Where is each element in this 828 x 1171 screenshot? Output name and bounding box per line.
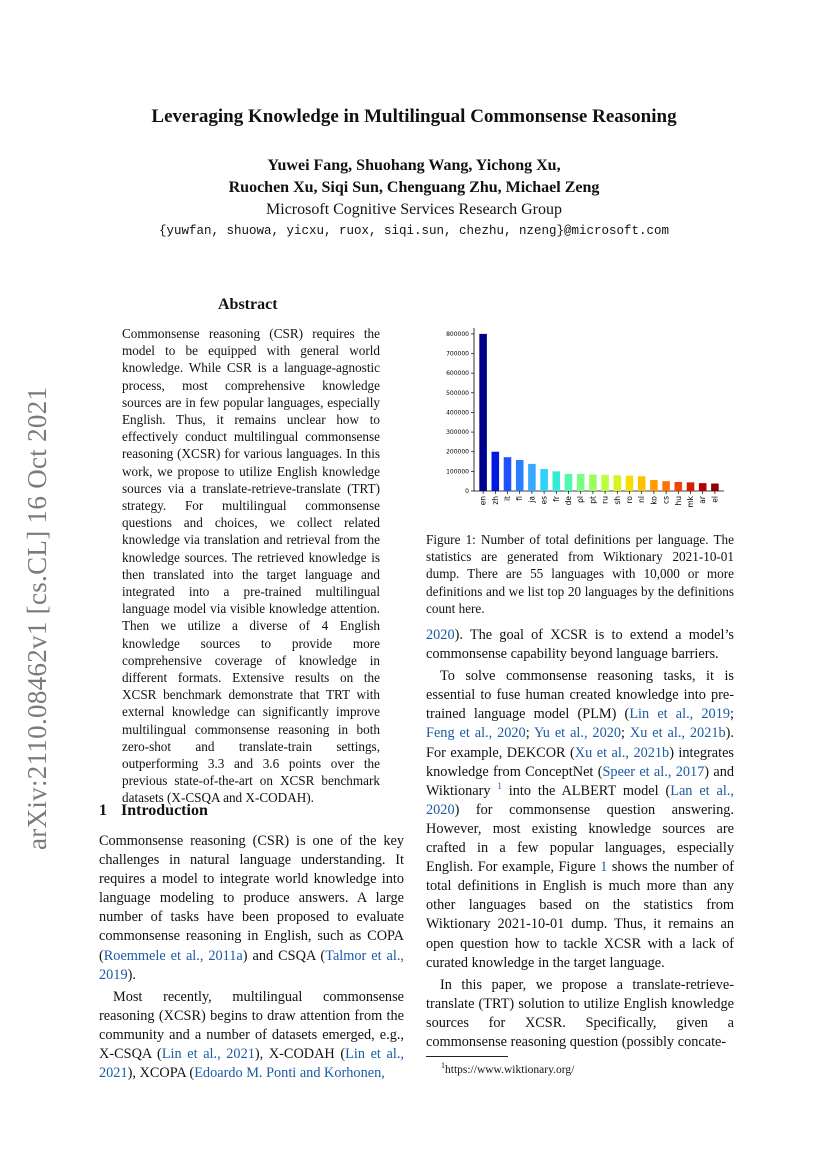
text-run: ; [730, 706, 734, 723]
intro-paragraph-2 [99, 988, 404, 1083]
bar-ja [528, 464, 536, 491]
y-tick-label: 600000 [446, 370, 469, 378]
figure-reference-link[interactable]: 1 [600, 859, 608, 876]
bar-zh [492, 452, 500, 491]
text-run: ) for commonsense question answering. However, most existing knowledge sources are crafted in a few popular languages, especially English. For example, Figure [426, 801, 734, 876]
citation-link[interactable]: Lan et al., 2020 [426, 782, 734, 818]
section-title: Introduction [121, 802, 208, 819]
intro-left-column [99, 832, 404, 1083]
bar-pt [589, 475, 597, 491]
x-tick-label-cs: cs [661, 496, 671, 505]
text-run: Commonsense reasoning (CSR) is one of the key challenges in natural language understanding. It requires a model to integrate world knowledge into language modeling to produce answers. A large number of tasks have been proposed to evaluate commonsense reasoning in English, such as COPA ( [99, 833, 404, 964]
citation-link[interactable]: Edoardo M. Ponti and Korhonen, [194, 1065, 385, 1082]
x-tick-label-fi: fi [515, 496, 525, 501]
text-run: ). For example, DEKCOR ( [426, 725, 734, 761]
bar-it [504, 457, 512, 491]
footnote-divider [426, 1056, 508, 1057]
x-tick-label-de: de [564, 496, 573, 506]
y-tick-label: 0 [465, 488, 469, 495]
text-run: ). The goal of XCSR is to extend a model’s commonsense capability beyond language barriers. [426, 627, 734, 663]
x-tick-label-ar: ar [698, 496, 708, 504]
x-tick-label-ro: ro [625, 496, 634, 504]
arxiv-identifier: arXiv:2110.08462v1 [cs.CL] 16 Oct 2021 [22, 386, 52, 850]
intro-paragraph-2-cont [426, 626, 734, 664]
bar-pl [577, 474, 585, 491]
citation-link[interactable]: Lin et al., 2019 [629, 706, 730, 723]
text-run: ) and CSQA ( [242, 947, 326, 964]
bar-chart [426, 322, 734, 526]
x-tick-label-en: en [478, 496, 488, 506]
text-run: ; [621, 725, 630, 742]
text-run: ). [127, 966, 136, 983]
footnote-number: 1 [441, 1061, 445, 1070]
figure-1-chart [426, 322, 734, 526]
x-tick-label-zh: zh [490, 496, 500, 505]
y-tick-label: 400000 [446, 409, 469, 417]
citation-link[interactable]: 2020 [426, 627, 455, 643]
citation-link[interactable]: Lin et al., 2021 [161, 1046, 255, 1063]
bar-nl [638, 476, 646, 491]
citation-link[interactable]: Roemmele et al., 2011a [103, 947, 243, 964]
x-tick-label-ru: ru [600, 496, 610, 504]
y-tick-label: 700000 [446, 350, 469, 358]
text-run: In this paper, we propose a translate-retrieve-translate (TRT) solution to utilize English knowledge sources for XCSR. Specifically, given a commonsense reasoning question (possibly concate- [426, 976, 734, 1050]
x-tick-label-sh: sh [612, 496, 622, 505]
authors-line-2: Ruochen Xu, Siqi Sun, Chenguang Zhu, Michael Zeng [228, 179, 600, 196]
footnote-url[interactable]: https://www.wiktionary.org/ [445, 1063, 575, 1076]
x-tick-label-hu: hu [673, 496, 683, 506]
x-tick-label-it: it [503, 496, 512, 502]
intro-right-column [426, 626, 734, 1052]
bar-hu [675, 482, 683, 491]
bar-el [711, 484, 719, 491]
y-tick-label: 200000 [446, 448, 469, 456]
abstract-heading: Abstract [218, 296, 278, 313]
authors-line-1: Yuwei Fang, Shuohang Wang, Yichong Xu, [267, 157, 561, 174]
x-tick-label-fr: fr [551, 496, 561, 502]
intro-paragraph-3 [426, 667, 734, 973]
text-run: ), XCOPA ( [127, 1065, 195, 1082]
citation-link[interactable]: Xu et al., 2021b [629, 725, 726, 742]
citation-link[interactable]: Talmor et al., 2019 [99, 947, 404, 983]
citation-link[interactable]: Xu et al., 2021b [574, 744, 670, 761]
bar-sh [614, 475, 622, 491]
paper-title: Leveraging Knowledge in Multilingual Commonsense Reasoning [151, 106, 677, 127]
abstract-text: Commonsense reasoning (CSR) requires the model to be equipped with general world knowledge. While CSR is a language-agnostic process, most comprehensive knowledge sources are in few popular languages, especially English. Thus, it remains unclear how to effectively conduct multilingual commonsense reasoning (XCSR) for various languages. In this work, we propose to utilize English knowledge sources via a translate-retrieve-translate (TRT) strategy. For multilingual commonsense questions and choices, we collect related knowledge via translation and retrieval from the knowledge sources. The retrieved knowledge is then translated into the target language and integrated into a pre-trained multilingual language model via visible knowledge attention. Then we utilize a diverse of 4 English knowledge sources to provide more comprehensive coverage of knowledge in different formats. Extensive results on the XCSR benchmark demonstrate that TRT with external knowledge can significantly improve multilingual commonsense reasoning in both zero-shot and translate-train settings, outperforming 3.3 and 3.6 points over the previous state-of-the-art on XCSR benchmark datasets (X-CSQA and X-CODAH). [122, 326, 380, 806]
citation-link[interactable]: Lin et al., 2021 [99, 1046, 404, 1082]
footnote-marker-link[interactable]: 1 [497, 780, 502, 791]
x-tick-label-mk: mk [686, 496, 695, 508]
y-tick-label: 500000 [446, 389, 469, 397]
x-tick-label-es: es [539, 496, 549, 505]
bar-en [479, 334, 487, 491]
bar-mk [687, 482, 695, 491]
footnote-1 [441, 1061, 574, 1076]
citation-link[interactable]: Feng et al., 2020 [426, 725, 526, 742]
section-heading-introduction [99, 802, 208, 820]
text-run: Most recently, multilingual commonsense reasoning (XCSR) begins to draw attention from the community and a number of datasets emerged, e.g., X-CSQA ( [99, 988, 404, 1063]
intro-paragraph-4 [426, 976, 734, 1052]
text-run: To solve commonsense reasoning tasks, it is essential to fuse human created knowledge into pre-trained language model (PLM) ( [426, 668, 734, 723]
y-tick-label: 800000 [446, 330, 469, 338]
bar-ro [626, 476, 634, 491]
section-number: 1 [99, 802, 107, 819]
citation-link[interactable]: Yu et al., 2020 [534, 725, 622, 742]
bar-fr [553, 471, 561, 491]
affiliation: Microsoft Cognitive Services Research Group [266, 201, 562, 218]
figure-1-caption: Figure 1: Number of total definitions per language. The statistics are generated from Wiktionary 2021-10-01 dump. There are 55 languages with 10,000 or more definitions and we list top 20 languages by the definitions count here. [426, 532, 734, 616]
citation-link[interactable]: Speer et al., 2017 [602, 763, 705, 780]
text-run: ; [525, 725, 535, 742]
y-tick-label: 300000 [446, 429, 469, 437]
x-tick-label-el: el [710, 496, 720, 503]
text-run: shows the number of total definitions in English is much more than any other languages based on the statistics from Wiktionary 2021-10-01 dump. Thus, it remains an open question how to tackle XCSR with a lack of curated knowledge in the target language. [426, 859, 734, 971]
x-tick-label-pt: pt [588, 496, 598, 504]
x-tick-label-pl: pl [576, 496, 586, 503]
text-run: ) and Wiktionary [426, 763, 734, 799]
bar-es [540, 469, 548, 491]
text-run: ) integrates knowledge from ConceptNet ( [426, 744, 734, 780]
x-tick-label-ja: ja [527, 496, 537, 503]
intro-paragraph-1 [99, 832, 404, 985]
bar-ko [650, 480, 658, 491]
x-tick-label-ko: ko [649, 496, 659, 505]
bar-cs [662, 481, 670, 491]
y-tick-label: 100000 [446, 468, 469, 476]
x-tick-label-nl: nl [637, 496, 647, 503]
text-run: ), X-CODAH ( [254, 1046, 346, 1063]
text-run: into the ALBERT model ( [501, 782, 671, 799]
bar-ar [699, 483, 707, 491]
bar-ru [601, 475, 609, 491]
bar-fi [516, 460, 524, 491]
author-emails: {yuwfan, shuowa, yicxu, ruox, siqi.sun, chezhu, nzeng}@microsoft.com [158, 224, 670, 238]
bar-de [565, 474, 573, 491]
